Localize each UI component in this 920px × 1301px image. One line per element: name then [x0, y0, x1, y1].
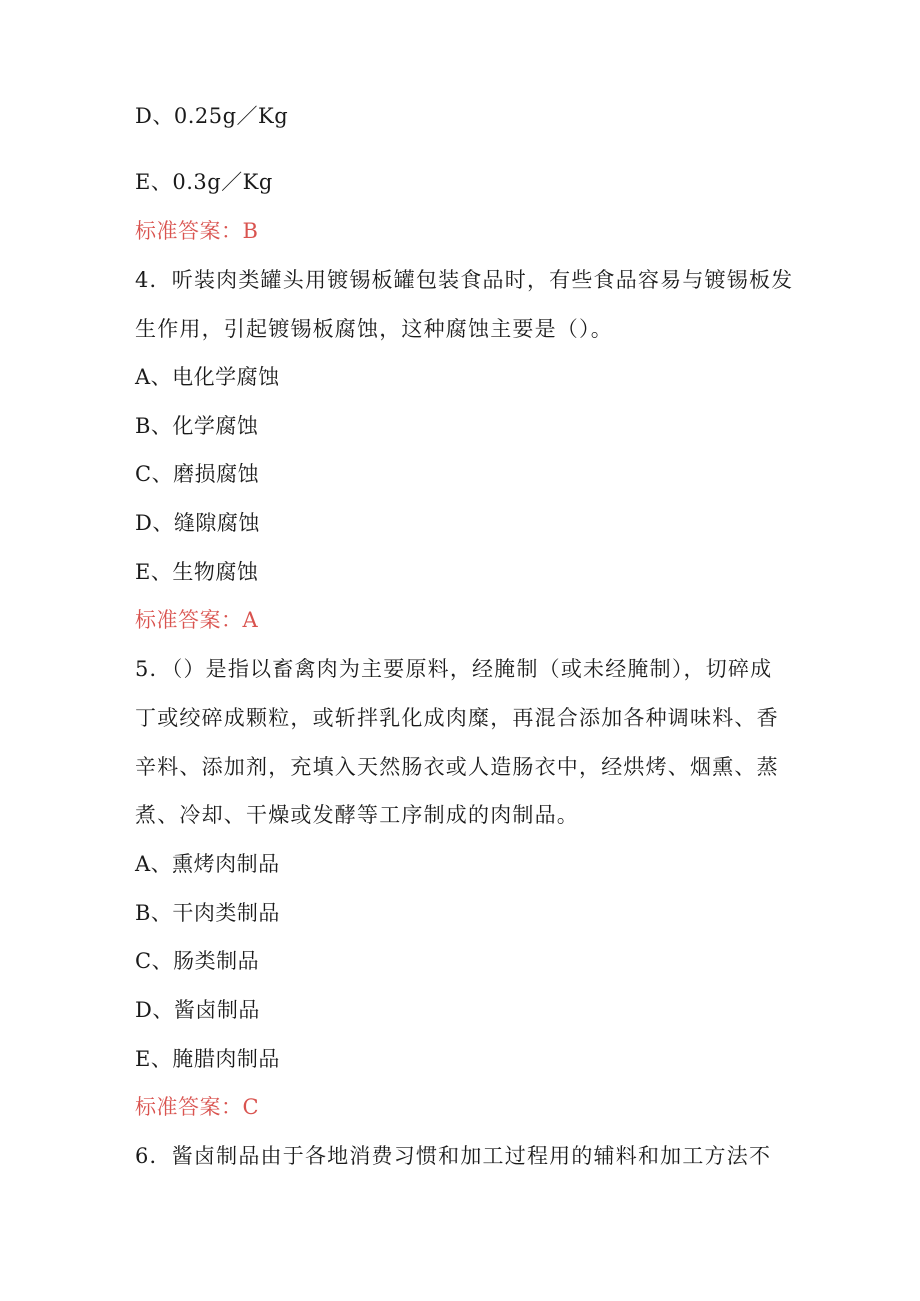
q3-answer: 标准答案：B [135, 219, 259, 243]
q4-option-d: D、缝隙腐蚀 [135, 511, 260, 535]
q5-option-e: E、腌腊肉制品 [135, 1047, 280, 1071]
q4-option-b: B、化学腐蚀 [135, 414, 259, 438]
q5-option-a: A、熏烤肉制品 [135, 852, 280, 876]
q4-option-c: C、磨损腐蚀 [135, 462, 260, 486]
q4-option-e: E、生物腐蚀 [135, 560, 259, 584]
q5-option-d: D、酱卤制品 [135, 998, 260, 1022]
q5-option-c: C、肠类制品 [135, 949, 260, 973]
q5-stem-line-1: 5．（）是指以畜禽肉为主要原料，经腌制（或未经腌制），切碎成 [135, 657, 773, 681]
q5-stem-line-4: 煮、冷却、干燥或发酵等工序制成的肉制品。 [135, 803, 579, 827]
q4-option-a: A、电化学腐蚀 [135, 365, 280, 389]
q6-stem-line-1: 6．酱卤制品由于各地消费习惯和加工过程用的辅料和加工方法不 [135, 1144, 772, 1168]
q4-answer: 标准答案：A [135, 608, 259, 632]
q4-stem-line-1: 4．听装肉类罐头用镀锡板罐包装食品时，有些食品容易与镀锡板发 [135, 268, 794, 292]
q5-stem-line-2: 丁或绞碎成颗粒，或斩拌乳化成肉糜，再混合添加各种调味料、香 [135, 706, 779, 730]
q5-stem-line-3: 辛料、添加剂，充填入天然肠衣或人造肠衣中，经烘烤、烟熏、蒸 [135, 755, 779, 779]
q5-answer: 标准答案：C [135, 1095, 260, 1119]
q4-stem-line-2: 生作用，引起镀锡板腐蚀，这种腐蚀主要是（）。 [135, 317, 613, 341]
q5-option-b: B、干肉类制品 [135, 901, 280, 925]
q3-option-e: E、0.3g／Kg [135, 170, 273, 194]
q3-option-d: D、0.25g／Kg [135, 104, 289, 128]
